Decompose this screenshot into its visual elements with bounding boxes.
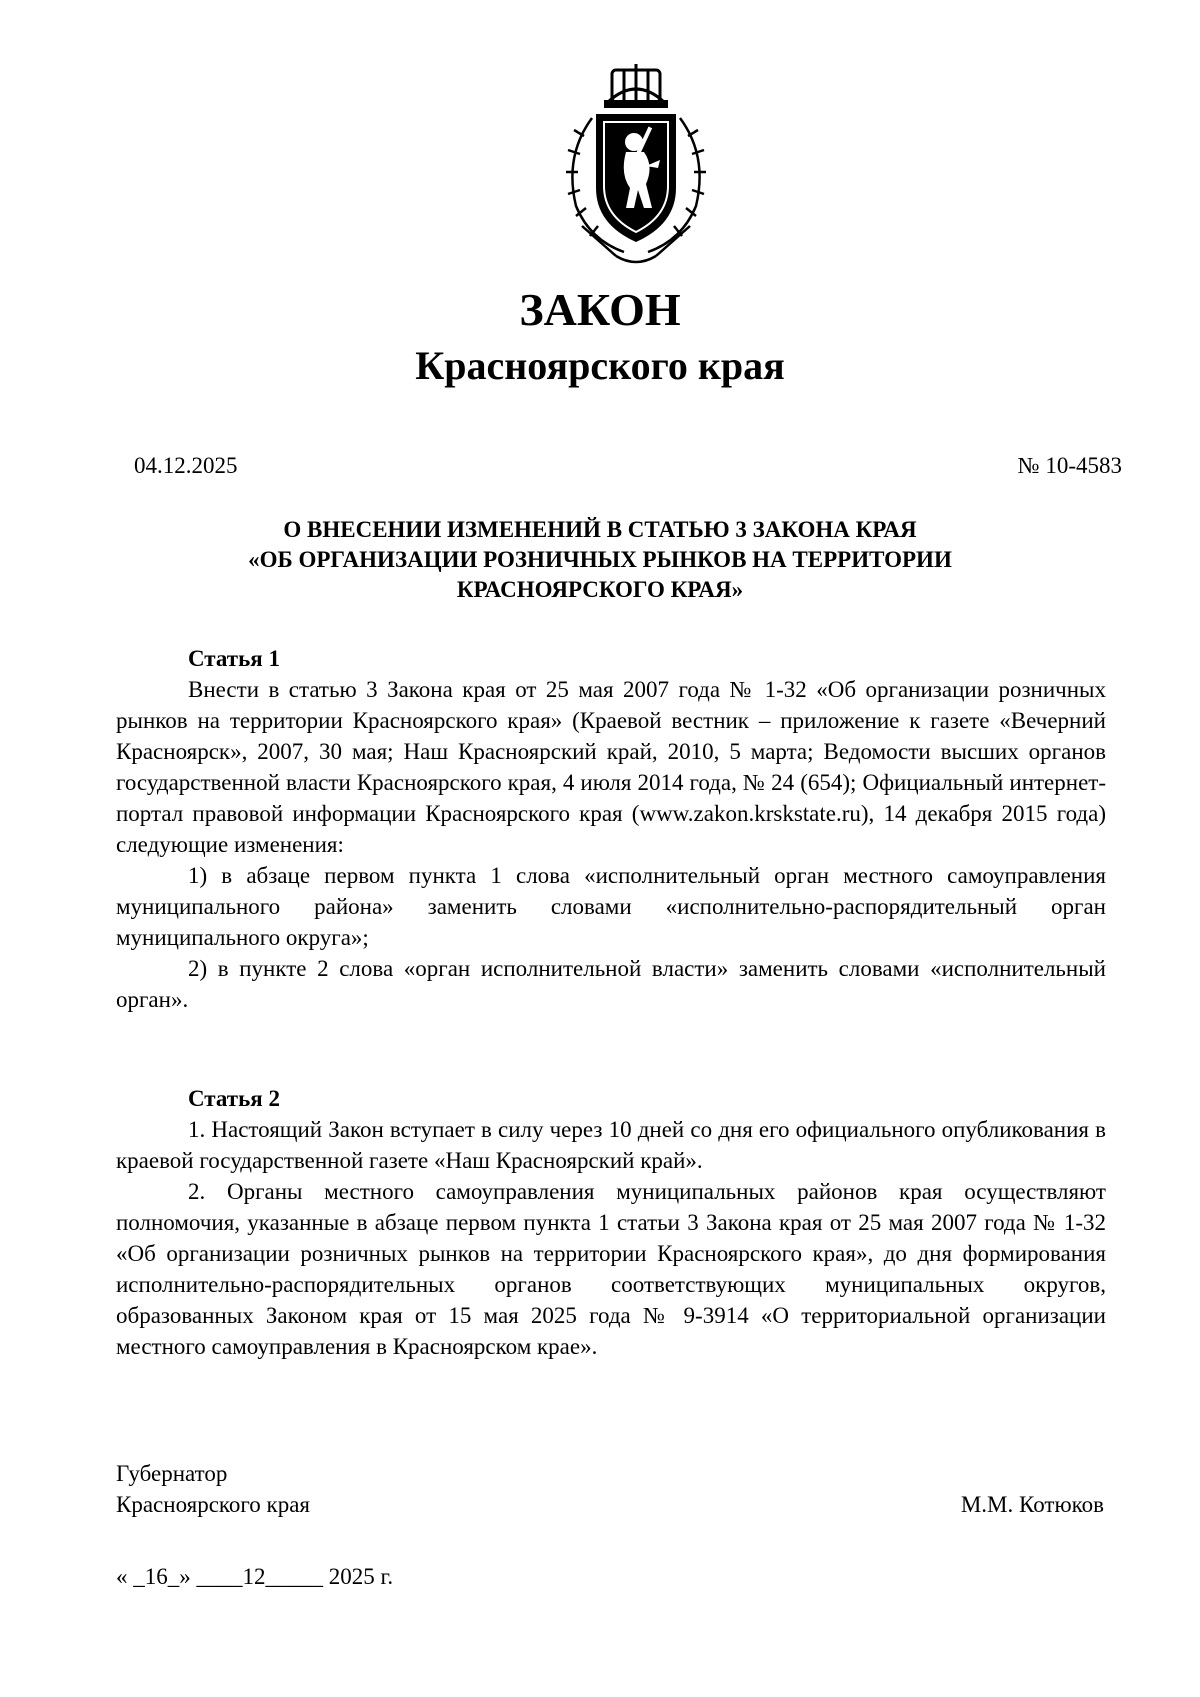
law-title: ЗАКОН: [519, 284, 681, 335]
signatory-position-line: Красноярского края: [116, 1492, 310, 1517]
coat-of-arms-icon: [546, 56, 726, 268]
law-heading-line: КРАСНОЯРСКОГО КРАЯ»: [456, 577, 744, 602]
law-number: № 10-4583: [1017, 453, 1122, 478]
law-subtitle: Красноярского края: [415, 343, 785, 388]
signatory-position: [116, 1458, 310, 1520]
article-title: Статья 1: [188, 646, 280, 671]
article-2: [116, 1083, 1106, 1362]
signatory-name: М.М. Котюков: [960, 1492, 1104, 1517]
signatory-position-line: Губернатор: [116, 1461, 228, 1486]
article-title: Статья 2: [188, 1086, 280, 1111]
law-heading-line: «ОБ ОРГАНИЗАЦИИ РОЗНИЧНЫХ РЫНКОВ НА ТЕРРИТОРИИ: [248, 547, 952, 572]
article-1: [116, 643, 1106, 1015]
law-date: 04.12.2025: [134, 453, 238, 478]
article-paragraph: Внести в статью 3 Закона края от 25 мая 2007 года № 1-32 «Об организации розничных рынков на территории Красноярского края» (Краевой вестник – приложение к газете «Вечерний Красноярск», 2007, 30 мая; Наш Красноярский край, 2010, 5 марта; Ведомости высших органов государственной власти Красноярского края, 4 июля 2014 года, № 24 (654); Официальный интернет-портал правовой информации Красноярского края (www.zakon.krskstate.ru), 14 декабря 2015 года) следующие изменения:: [116, 677, 1106, 857]
article-paragraph: 1) в абзаце первом пункта 1 слова «исполнительный орган местного самоуправления муниципального района» заменить словами «исполнительно-распорядительный орган муниципального округа»;: [116, 863, 1106, 950]
article-paragraph: 2) в пункте 2 слова «орган исполнительной власти» заменить словами «исполнительный орган».: [116, 956, 1106, 1012]
signing-date: « _16_» ____12_____ 2025 г.: [116, 1564, 394, 1589]
law-heading: [150, 515, 1050, 605]
article-paragraph: 1. Настоящий Закон вступает в силу через 10 дней со дня его официального опубликования в краевой государственной газете «Наш Красноярский край».: [116, 1117, 1106, 1173]
law-heading-line: О ВНЕСЕНИИ ИЗМЕНЕНИЙ В СТАТЬЮ 3 ЗАКОНА КРАЯ: [283, 517, 917, 542]
article-paragraph: 2. Органы местного самоуправления муниципальных районов края осуществляют полномочия, указанные в абзаце первом пункта 1 статьи 3 Закона края от 25 мая 2007 года № 1-32 «Об организации розничных рынков на территории Красноярского края», до дня формирования исполнительно-распорядительных органов соответствующих муниципальных округов, образованных Законом края от 15 мая 2025 года № 9-3914 «О территориальной организации местного самоуправления в Красноярском крае».: [116, 1179, 1106, 1359]
